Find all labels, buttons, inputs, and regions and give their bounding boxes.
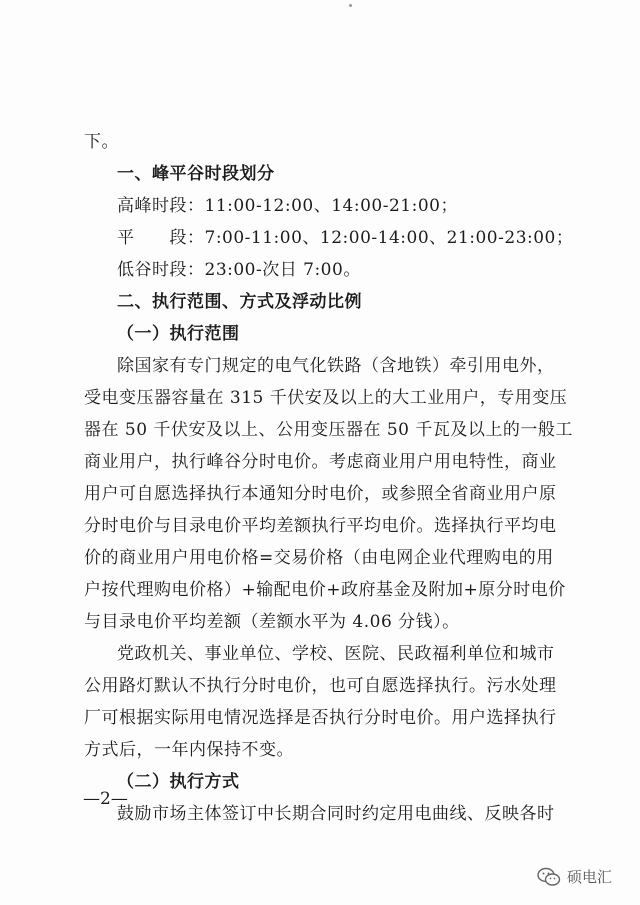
text-line: 下。 — [84, 132, 119, 152]
text-line: 平 段：7:00-11:00、12:00-14:00、21:00-23:00； — [117, 228, 574, 248]
text-line: 与目录电价平均差额（差额水平为 4.06 分钱）。 — [84, 612, 460, 632]
text-line: 高峰时段：11:00-12:00、14:00-21:00； — [117, 196, 458, 216]
section-heading: 二、执行范围、方式及浮动比例 — [117, 292, 362, 312]
text-line: 低谷时段：23:00-次日 7:00。 — [117, 260, 361, 280]
scan-dot — [349, 4, 352, 7]
section-heading: 一、峰平谷时段划分 — [117, 164, 275, 184]
text-line: 户按代理购电价格）+输配电价+政府基金及附加+原分时电价 — [84, 580, 566, 600]
text-line: 价的商业用户用电价格=交易价格（由电网企业代理购电的用 — [84, 548, 554, 568]
text-line: 除国家有专门规定的电气化铁路（含地铁）牵引用电外， — [117, 356, 555, 376]
watermark-text: 硕电汇 — [566, 868, 612, 886]
text-line: 方式后，一年内保持不变。 — [84, 740, 294, 760]
watermark — [537, 866, 612, 887]
wechat-icon — [537, 867, 561, 887]
text-line: 厂可根据实际用电情况选择是否执行分时电价。用户选择执行 — [84, 708, 557, 728]
text-line: 商业用户，执行峰谷分时电价。考虑商业用户用电特性，商业 — [84, 452, 557, 472]
text-line: 党政机关、事业单位、学校、医院、民政福利单位和城市 — [117, 644, 555, 664]
text-line: 分时电价与目录电价平均差额执行平均电价。选择执行平均电 — [84, 516, 557, 536]
text-line: 受电变压器容量在 315 千伏安及以上的大工业用户，专用变压 — [84, 388, 568, 408]
subsection-heading: （二）执行方式 — [117, 772, 240, 792]
subsection-heading: （一）执行范围 — [117, 324, 240, 344]
text-line: 器在 50 千伏安及以上、公用变压器在 50 千瓦及以上的一般工 — [84, 420, 573, 440]
text-line: 用户可自愿选择执行本通知分时电价，或参照全省商业用户原 — [84, 484, 557, 504]
page-number: —2— — [83, 789, 128, 809]
text-line: 公用路灯默认不执行分时电价，也可自愿选择执行。污水处理 — [84, 676, 557, 696]
text-line: 鼓励市场主体签订中长期合同时约定用电曲线、反映各时 — [117, 804, 555, 824]
